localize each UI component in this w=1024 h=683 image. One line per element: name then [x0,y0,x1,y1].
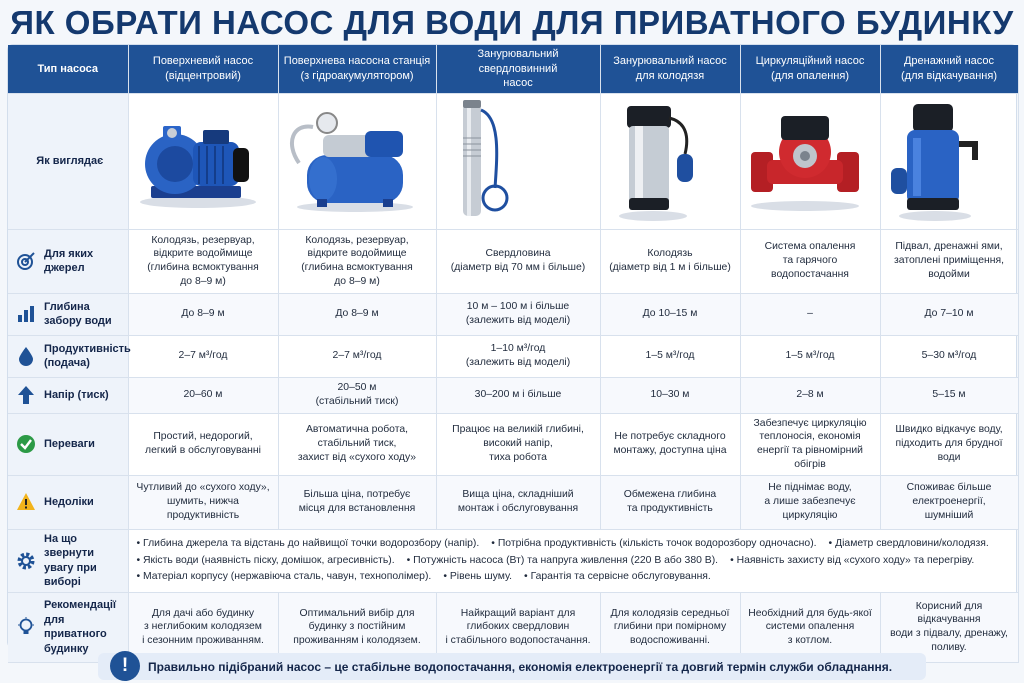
column-header-surface-pump: Поверхневий насос (відцентровий) [128,45,278,93]
row-label-capacity [8,335,131,377]
cell-pressure-5: 5–15 м [880,377,1018,413]
cell-depth-5: До 7–10 м [880,293,1018,335]
cell-capacity-4: 1–5 м³/год [740,335,880,377]
table-row [8,377,1018,413]
cell-recommendations-1: Оптимальний вибір для будинку з постійним проживанням і колодязем. [278,592,436,662]
cell-recommendations-0: Для дачі або будинку з неглибоким колодязем і сезонним проживанням. [128,592,278,662]
note-item: • Наявність захисту від «сухого ходу» та перегріву. [730,554,975,566]
cell-sources-3: Колодязь (діаметр від 1 м і більше) [600,229,740,293]
table-row [8,293,1018,335]
row-label-text: На що звернути увагу при виборі [44,532,97,589]
cell-disadvantages-3: Обмежена глибина та продуктивність [600,475,740,529]
arrow-up-icon [16,385,36,405]
row-label-text: Продуктивність (подача) [44,342,131,370]
cell-recommendations-4: Необхідний для будь-якої системи опалення з котлом. [740,592,880,662]
column-header-borehole-pump: Занурювальний свердловинний насос [436,45,600,93]
note-item: • Рівень шуму. [443,570,513,582]
row-label-disadvantages [8,475,128,529]
cell-pressure-0: 20–60 м [128,377,278,413]
target-icon [16,251,36,271]
cell-depth-2: 10 м – 100 м і більше (залежить від моделі) [436,293,600,335]
cell-disadvantages-0: Чутливий до «сухого ходу», шумить, нижча продуктивність [128,475,278,529]
cell-pressure-2: 30–200 м і більше [436,377,600,413]
table-row [8,529,1018,592]
cell-advantages-2: Працює на великій глибині, високий напір, тиха робота [436,413,600,475]
row-label-text: Напір (тиск) [44,388,109,401]
drainage-pump-image [880,93,1018,229]
table-row [8,335,1018,377]
footer-text: Правильно підібраний насос – це стабільне водопостачання, економія електроенергії та довгий термін служби обладнання. [148,659,893,674]
row-label-text: Рекомендації для приватного будинку [44,599,117,655]
footer-banner [98,653,926,680]
row-label-looks: Як виглядає [8,93,128,229]
water-drop-icon [16,346,36,366]
cell-depth-4: – [740,293,880,335]
cell-pressure-3: 10–30 м [600,377,740,413]
cell-sources-4: Система опалення та гарячого водопостачання [740,229,880,293]
cell-capacity-3: 1–5 м³/год [600,335,740,377]
table-row [8,475,1018,529]
borehole-pump-image [436,93,600,229]
well-pump-image [600,93,740,229]
row-label-notes [8,529,128,592]
pump-comparison-table [7,44,1017,655]
page-title: ЯК ОБРАТИ НАСОС ДЛЯ ВОДИ ДЛЯ ПРИВАТНОГО БУДИНКУ [10,4,1014,41]
row-label-text: Для яких джерел [44,247,94,275]
selection-notes [128,529,1018,592]
row-label-text: Глибина забору води [44,300,112,328]
row-label-recommendations [8,592,128,662]
bar-chart-icon [16,304,36,324]
surface-pump-image [128,93,278,229]
table-row [8,413,1018,475]
table-row [8,592,1018,662]
row-label-sources [8,229,128,293]
cell-advantages-5: Швидко відкачує воду, підходить для брудної води [880,413,1018,475]
lightbulb-icon [16,617,36,637]
cell-capacity-5: 5–30 м³/год [880,335,1018,377]
cell-sources-2: Свердловина (діаметр від 70 мм і більше) [436,229,600,293]
note-item: • Потрібна продуктивність (кількість точок водорозбору одночасно). [491,538,817,550]
row-label-advantages [8,413,128,475]
note-item: • Потужність насоса (Вт) та напруга живлення (220 В або 380 В). [406,554,719,566]
column-header-well-pump: Занурювальний насос для колодязя [600,45,740,93]
note-item: • Діаметр свердловини/колодязя. [828,538,989,550]
cell-recommendations-3: Для колодязів середньої глибини при помірному водоспоживанні. [600,592,740,662]
cell-depth-0: До 8–9 м [128,293,278,335]
cell-advantages-1: Автоматична робота, стабільний тиск, захист від «сухого ходу» [278,413,436,475]
column-header-drainage-pump: Дренажний насос (для відкачування) [880,45,1018,93]
row-label-pressure [8,377,128,413]
circulation-pump-image [740,93,880,229]
exclamation-icon: ! [110,651,140,681]
cell-capacity-2: 1–10 м³/год (залежить від моделі) [436,335,600,377]
corner-header: Тип насоса [8,45,128,93]
note-item: • Матеріал корпусу (нержавіюча сталь, чавун, технополімер). [136,570,432,582]
cell-capacity-0: 2–7 м³/год [128,335,278,377]
cell-disadvantages-1: Більша ціна, потребує місця для встановлення [278,475,436,529]
cell-disadvantages-5: Споживає більше електроенергії, шумніший [880,475,1018,529]
note-item: • Якість води (наявність піску, домішок, агресивність). [136,554,395,566]
cell-depth-1: До 8–9 м [278,293,436,335]
cell-pressure-4: 2–8 м [740,377,880,413]
note-item: • Гарантія та сервісне обслуговування. [524,570,711,582]
cell-advantages-3: Не потребує складного монтажу, доступна ціна [600,413,740,475]
cell-depth-3: До 10–15 м [600,293,740,335]
table-row [8,229,1018,293]
pump-station-image [278,93,436,229]
cell-pressure-1: 20–50 м (стабільний тиск) [278,377,436,413]
cell-advantages-0: Простий, недорогий, легкий в обслуговуванні [128,413,278,475]
row-label-depth [8,293,128,335]
column-header-pump-station: Поверхнева насосна станція (з гідроакумулятором) [278,45,436,93]
row-label-text: Переваги [44,437,95,450]
row-label-text: Недоліки [44,495,94,508]
cell-disadvantages-4: Не піднімає воду, а лише забезпечує циркуляцію [740,475,880,529]
cell-sources-5: Підвал, дренажні ями, затоплені приміщення, водойми [880,229,1018,293]
cell-capacity-1: 2–7 м³/год [278,335,436,377]
cell-recommendations-2: Найкращий варіант для глибоких свердловин і стабільного водопостачання. [436,592,600,662]
cell-sources-1: Колодязь, резервуар, відкрите водоймище (глибина всмоктування до 8–9 м) [278,229,436,293]
cell-disadvantages-2: Вища ціна, складніший монтаж і обслуговування [436,475,600,529]
cell-recommendations-5: Корисний для відкачування води з підвалу, дренажу, поливу. [880,592,1018,662]
warning-icon [16,492,36,512]
cell-advantages-4: Забезпечує циркуляцію теплоносія, економія енергії та рівномірний обігрів [740,413,880,475]
column-header-circulation-pump: Циркуляційний насос (для опалення) [740,45,880,93]
check-circle-icon [16,434,36,454]
note-item: • Глибина джерела та відстань до найвищої точки водорозбору (напір). [136,538,480,550]
gear-icon [16,551,36,571]
cell-sources-0: Колодязь, резервуар, відкрите водоймище (глибина всмоктування до 8–9 м) [128,229,278,293]
